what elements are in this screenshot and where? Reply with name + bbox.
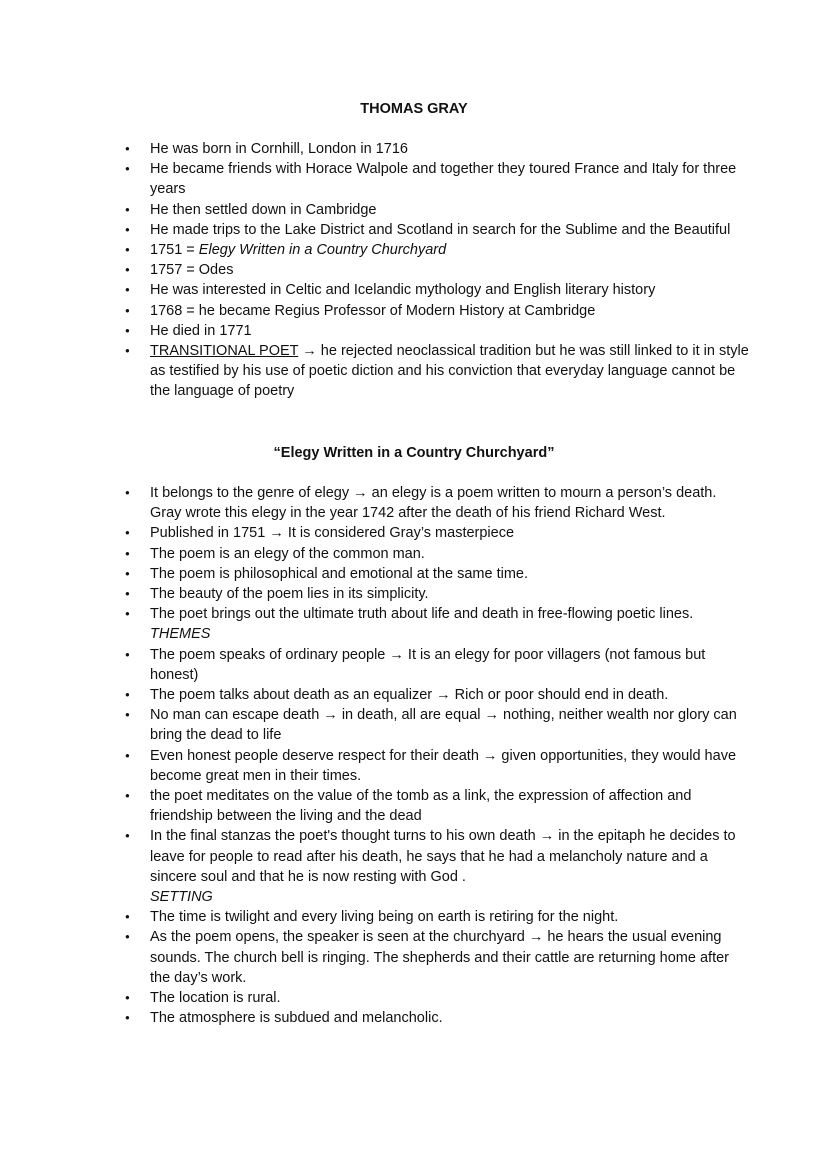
list-item: ● The poem is an elegy of the common man.	[150, 544, 750, 564]
list-item: ● The atmosphere is subdued and melancholic.	[150, 1008, 750, 1028]
list-item: ● He then settled down in Cambridge	[150, 200, 750, 220]
underlined-term: TRANSITIONAL POET	[150, 343, 299, 360]
list-item: ● The poem is philosophical and emotional at the same time.	[150, 564, 750, 584]
work-title: Elegy Written in a Country Churchyard	[198, 242, 447, 259]
list-item: ● The beauty of the poem lies in its simplicity.	[150, 584, 750, 604]
list-item: ● The poem speaks of ordinary people → It is an elegy for poor villagers (not famous but honest)	[150, 645, 750, 685]
page-title: THOMAS GRAY	[360, 101, 468, 117]
list-item: ● He was born in Cornhill, London in 1716	[150, 139, 750, 159]
list-item: ● He made trips to the Lake District and Scotland in search for the Sublime and the Beautiful	[150, 220, 750, 240]
list-item: ● It belongs to the genre of elegy → an elegy is a poem written to mourn a person’s death. Gray wrote this elegy in the year 1742 after the death of his friend Richard West.	[150, 483, 750, 523]
list-item: ● Even honest people deserve respect for their death → given opportunities, they would have become great men in their times.	[150, 746, 750, 786]
list-item: ● Published in 1751 → It is considered Gray’s masterpiece	[150, 523, 750, 543]
list-item	[150, 341, 750, 402]
list-item: ● the poet meditates on the value of the tomb as a link, the expression of affection and friendship between the living and the dead	[150, 786, 750, 826]
list-item: ● 1757 = Odes	[150, 260, 750, 280]
list-item: ● He became friends with Horace Walpole and together they toured France and Italy for three years	[150, 159, 750, 199]
section-title: “Elegy Written in a Country Churchyard”	[273, 445, 555, 461]
item-text: → he rejected neoclassical tradition but he was still linked to it in style as testified by his use of poetic diction and his conviction that everyday language cannot be the language of poetry	[150, 343, 749, 400]
list-item: ● He was interested in Celtic and Icelandic mythology and English literary history	[150, 280, 750, 300]
item-prefix: 1751 =	[150, 242, 199, 259]
list-item: ● The time is twilight and every living being on earth is retiring for the night.	[150, 907, 750, 927]
list-item: ● The poem talks about death as an equalizer → Rich or poor should end in death.	[150, 685, 750, 705]
list-item: ● He died in 1771	[150, 321, 750, 341]
list-item: ● 1768 = he became Regius Professor of Modern History at Cambridge	[150, 301, 750, 321]
list-item: ● No man can escape death → in death, all are equal → nothing, neither wealth nor glory can bring the dead to life	[150, 705, 750, 745]
biography-list	[150, 139, 750, 402]
elegy-list	[150, 483, 750, 1028]
list-item: ● The poet brings out the ultimate truth about life and death in free-flowing poetic lines.	[150, 604, 750, 624]
list-item: ● In the final stanzas the poet's thought turns to his own death → in the epitaph he decides to leave for people to read after his death, he says that he had a melancholy nature and a sincere soul and that he is now resting with God .	[150, 826, 750, 887]
list-item	[150, 240, 750, 260]
subheading-themes: THEMES	[150, 626, 211, 643]
list-item: ● As the poem opens, the speaker is seen at the churchyard → he hears the usual evening sounds. The church bell is ringing. The shepherds and their cattle are returning home after the day’s work.	[150, 927, 750, 988]
list-item: ● The location is rural.	[150, 988, 750, 1008]
subheading-setting: SETTING	[150, 889, 213, 906]
